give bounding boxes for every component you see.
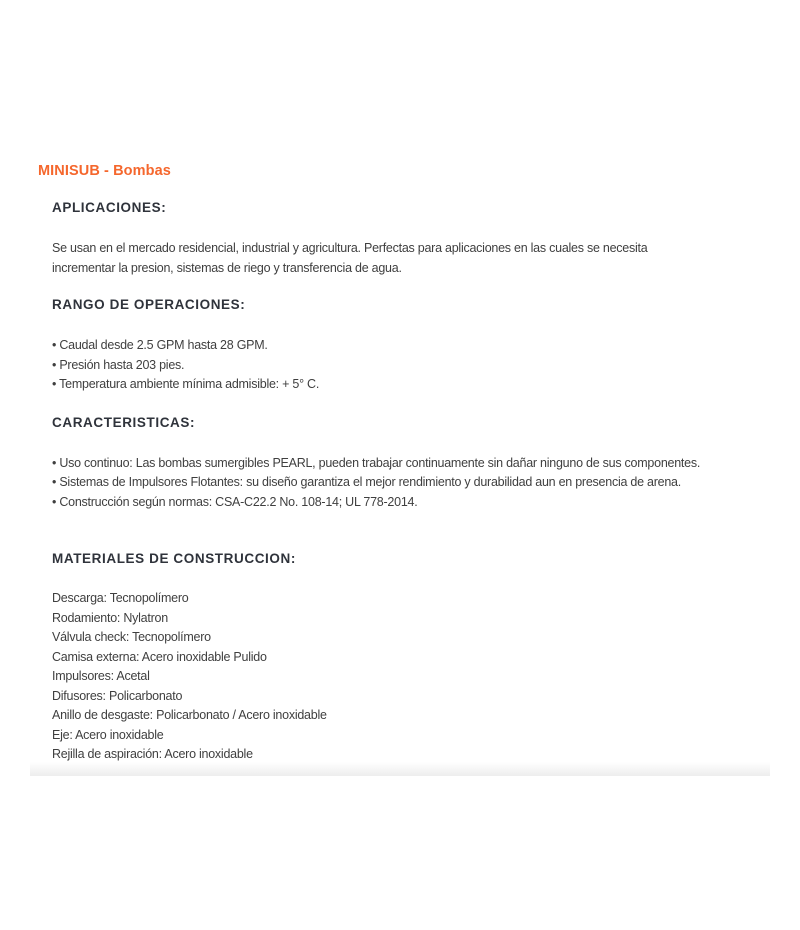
content-bottom-fade	[30, 762, 770, 776]
bullet-item: • Presión hasta 203 pies.	[52, 357, 185, 372]
section-heading-aplicaciones: APLICACIONES:	[52, 200, 167, 215]
section-materiales-de-construccion	[52, 551, 770, 765]
material-line: Válvula check: Tecnopolímero	[52, 630, 211, 644]
aplicaciones-paragraph	[52, 239, 770, 278]
material-line: Eje: Acero inoxidable	[52, 727, 164, 742]
material-line: Rodamiento: Nylatron	[52, 610, 168, 625]
bullet-item: • Temperatura ambiente mínima admisible: + 5° C.	[52, 377, 320, 391]
bullet-item: • Sistemas de Impulsores Flotantes: su diseño garantiza el mejor rendimiento y durabilidad aun en presencia de arena.	[52, 475, 681, 489]
product-description	[30, 0, 770, 765]
section-heading-caracteristicas: CARACTERISTICAS:	[52, 414, 196, 430]
page-title[interactable]: MINISUB - Bombas	[38, 163, 171, 179]
section-aplicaciones	[52, 200, 770, 278]
bullet-item: • Uso continuo: Las bombas sumergibles PEARL, pueden trabajar continuamente sin dañar ninguno de sus componentes.	[52, 455, 701, 470]
paragraph-line: incrementar la presion, sistemas de riego y transferencia de agua.	[52, 260, 402, 275]
section-caracteristicas	[52, 415, 770, 513]
material-line: Descarga: Tecnopolímero	[52, 591, 189, 605]
section-heading-materiales: MATERIALES DE CONSTRUCCION:	[52, 551, 296, 566]
section-heading-rango: RANGO DE OPERACIONES:	[52, 297, 246, 312]
material-line: Anillo de desgaste: Policarbonato / Acero inoxidable	[52, 708, 327, 722]
caracteristicas-bullet-list	[52, 454, 770, 513]
bullet-item: • Construcción según normas: CSA-C22.2 No. 108-14; UL 778-2014.	[52, 494, 418, 509]
rango-bullet-list	[52, 336, 770, 395]
material-line: Camisa externa: Acero inoxidable Pulido	[52, 649, 267, 664]
material-line: Rejilla de aspiración: Acero inoxidable	[52, 747, 253, 761]
section-rango-de-operaciones	[52, 297, 770, 395]
material-line: Difusores: Policarbonato	[52, 688, 183, 703]
paragraph-line: Se usan en el mercado residencial, industrial y agricultura. Perfectas para aplicaciones en las cuales se necesita	[52, 241, 648, 255]
bullet-item: • Caudal desde 2.5 GPM hasta 28 GPM.	[52, 338, 268, 352]
material-line: Impulsores: Acetal	[52, 669, 150, 683]
materiales-list	[52, 589, 770, 765]
